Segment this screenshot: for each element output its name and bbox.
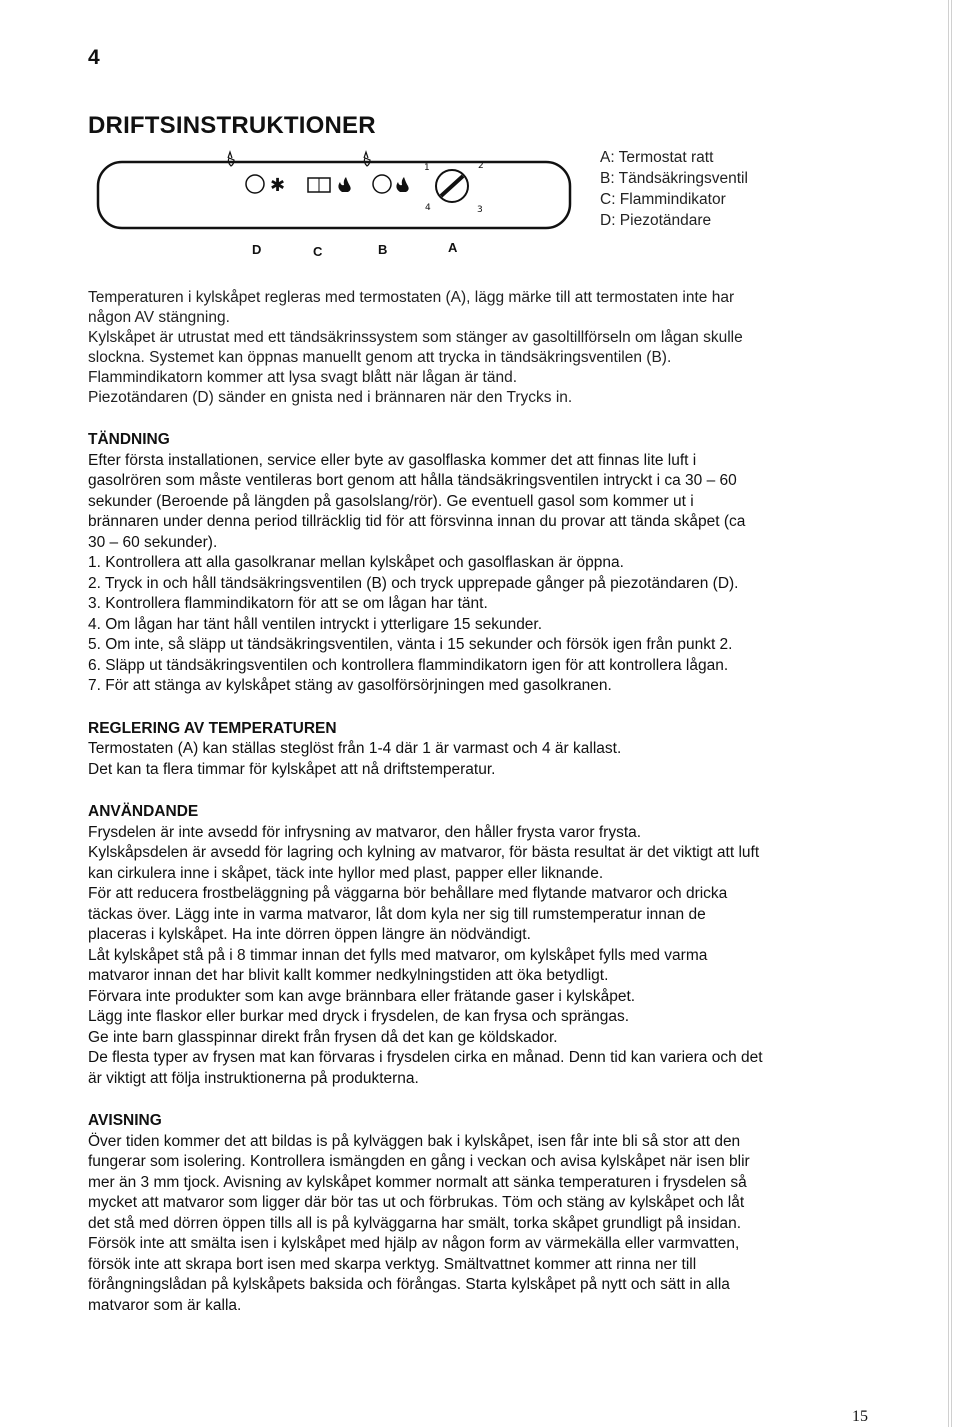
- label-c: C: [313, 244, 323, 259]
- figure-legend: [600, 147, 748, 231]
- tandning-step: 7. För att stänga av kylskåpet stäng av gasolförsörjningen med gasolkranen.: [88, 677, 612, 694]
- reglering-line: Termostaten (A) kan ställas steglöst från 1-4 där 1 är varmast och 4 är kallast.: [88, 740, 622, 757]
- intro-line: Kylskåpet är utrustat med ett tändsäkrinssystem som stänger av gasoltillförseln om lågan skulle: [88, 329, 743, 346]
- main-content: [88, 430, 863, 1316]
- piezo-hand-icon: [228, 152, 234, 166]
- intro-line: slockna. Systemet kan öppnas manuellt genom att trycka in tändsäkringsventilen (B).: [88, 349, 672, 366]
- control-panel-figure: [92, 148, 582, 268]
- tandning-step: 3. Kontrollera flammindikatorn för att se om lågan har tänt.: [88, 595, 488, 612]
- safety-valve-button: [373, 175, 391, 193]
- anvandande-line: placeras i kylskåpet. Ha inte dörren öppen längre än nödvändigt.: [88, 926, 531, 943]
- avisning-line: fungerar som isolering. Kontrollera ismängden en gång i veckan och avisa kylskåpet när isen blir: [88, 1153, 750, 1170]
- label-d: D: [252, 242, 262, 257]
- anvandande-line: Frysdelen är inte avsedd för infrysning av matvaror, den håller frysta varor frysta.: [88, 823, 642, 841]
- page-number-top: 4: [88, 46, 100, 69]
- anvandande-line: täckas över. Lägg inte in varma matvaror, låt dom kyla ner sig till rumstemperatur innan de: [88, 905, 706, 923]
- intro-line: någon AV stängning.: [88, 309, 230, 326]
- reglering-line: Det kan ta flera timmar för kylskåpet att nå driftstemperatur.: [88, 760, 496, 778]
- dial-number-1: 1: [424, 163, 430, 173]
- dial-number-4: 4: [425, 203, 431, 213]
- tandning-line: Efter första installationen, service eller byte av gasolflaska kommer det att finnas lite luft i: [88, 451, 697, 469]
- legend-item: D: Piezotändare: [600, 212, 712, 229]
- anvandande-line: är viktigt att följa instruktionerna på produkterna.: [88, 1069, 419, 1087]
- avisning-line: det stå med dörren öppen tills all is på kylväggarna har smält, torka skåpet grundligt på insidan.: [88, 1214, 742, 1232]
- anvandande-line: Ge inte barn glasspinnar direkt från frysen då det kan ge köldskador.: [88, 1028, 558, 1046]
- flame-icon-2: [396, 177, 408, 192]
- tandning-step: 4. Om lågan har tänt håll ventilen intryckt i ytterligare 15 sekunder.: [88, 615, 543, 633]
- legend-item: B: Tändsäkringsventil: [600, 170, 748, 187]
- avisning-line: Över tiden kommer det att bildas is på kylväggen bak i kylskåpet, isen får inte bli så stor att den: [88, 1132, 741, 1150]
- valve-hand-icon: [364, 152, 370, 166]
- avisning-line: mer än 3 mm tjock. Avisning av kylskåpet kommer normalt att sänka temperaturen i frysdelen så: [88, 1173, 747, 1191]
- page-title: DRIFTSINSTRUKTIONER: [88, 112, 376, 139]
- page-edge-line: [948, 0, 952, 1427]
- tandning-step: 6. Släpp ut tändsäkringsventilen och kontrollera flammindikatorn igen för att kontrollera lågan.: [88, 656, 729, 674]
- section-heading-tandning: TÄNDNING: [88, 431, 170, 448]
- avisning-line: förångningslådan på kylskåpets baksida och förångas. Starta kylskåpet på nytt och sätt in alla: [88, 1276, 730, 1293]
- tandning-line: gasolrören som måste ventileras bort genom att hålla tändsäkringsventilen intryckt i ca 30 – 60: [88, 472, 737, 489]
- flame-icon: [338, 177, 350, 192]
- legend-item: C: Flammindikator: [600, 191, 726, 208]
- intro-line: Temperaturen i kylskåpet regleras med termostaten (A), lägg märke till att termostaten inte har: [88, 289, 735, 306]
- section-heading-avisning: AVISNING: [88, 1112, 162, 1129]
- tandning-line: sekunder (Beroende på längden på gasolslang/rör). Ge eventuell gasol som kommer ut i: [88, 492, 694, 510]
- anvandande-line: För att reducera frostbeläggning på väggarna bör behållare med flytande matvaror och dricka: [88, 885, 728, 902]
- anvandande-line: kan cirkulera inne i skåpet, täck inte hyllor med plast, papper eller liknande.: [88, 864, 604, 882]
- anvandande-line: Låt kylskåpet stå på i 8 timmar innan det fylls med matvaror, om kylskåpet fylls med varma: [88, 946, 708, 964]
- dial-number-3: 3: [477, 205, 483, 215]
- tandning-step: 2. Tryck in och håll tändsäkringsventilen (B) och tryck upprepade gånger på piezotändaren (D).: [88, 574, 739, 592]
- control-panel-outline: [98, 162, 570, 228]
- avisning-line: matvaror som är kalla.: [88, 1296, 242, 1314]
- label-a: A: [448, 240, 458, 255]
- legend-item: A: Termostat ratt: [600, 149, 714, 166]
- tandning-line: brännaren under denna period tillräcklig tid för att försvinna innan du provar att tända skåpet (ca: [88, 513, 746, 530]
- intro-line: Flammindikatorn kommer att lysa svagt blått när lågan är tänd.: [88, 369, 518, 386]
- tandning-step: 1. Kontrollera att alla gasolkranar mellan kylskåpet och gasolflaskan är öppna.: [88, 554, 624, 571]
- tandning-line: 30 – 60 sekunder).: [88, 533, 218, 551]
- intro-line: Piezotändaren (D) sänder en gnista ned i brännaren när den Trycks in.: [88, 389, 573, 406]
- page-number-bottom: 15: [852, 1408, 868, 1425]
- anvandande-line: matvaror innan det har blivit kallt kommer nedkylningstiden att öka betydligt.: [88, 967, 609, 984]
- avisning-line: Försök inte att smälta isen i kylskåpet med hjälp av någon form av värmekälla eller varmvatten,: [88, 1235, 740, 1252]
- section-heading-reglering: REGLERING AV TEMPERATUREN: [88, 719, 337, 737]
- tandning-step: 5. Om inte, så släpp ut tändsäkringsventilen, vänta i 15 sekunder och försök igen från punkt 2.: [88, 636, 733, 653]
- anvandande-line: De flesta typer av frysen mat kan förvaras i frysdelen cirka en månad. Denn tid kan variera och det: [88, 1049, 763, 1066]
- anvandande-line: Kylskåpsdelen är avsedd för lagring och kylning av matvaror, för bästa resultat är det viktigt att luft: [88, 844, 760, 861]
- piezo-button: [246, 175, 264, 193]
- section-heading-anvandande: ANVÄNDANDE: [88, 803, 199, 820]
- dial-number-2: 2: [478, 161, 484, 171]
- label-b: B: [378, 242, 388, 257]
- avisning-line: försök inte att skrapa bort isen med skarpa verktyg. Smältvattnet kommer att rinna ner till: [88, 1255, 697, 1273]
- intro-paragraph: [88, 288, 868, 408]
- avisning-line: mycket att matvaror som ligger där bör tas ut och förbrukas. Töm och stäng av kylskåpet och låt: [88, 1194, 745, 1211]
- spark-icon: ✱: [270, 175, 286, 196]
- anvandande-line: Lägg inte flaskor eller burkar med dryck i frysdelen, de kan frysa och sprängas.: [88, 1008, 630, 1025]
- anvandande-line: Förvara inte produkter som kan avge brännbara eller frätande gaser i kylskåpet.: [88, 987, 636, 1005]
